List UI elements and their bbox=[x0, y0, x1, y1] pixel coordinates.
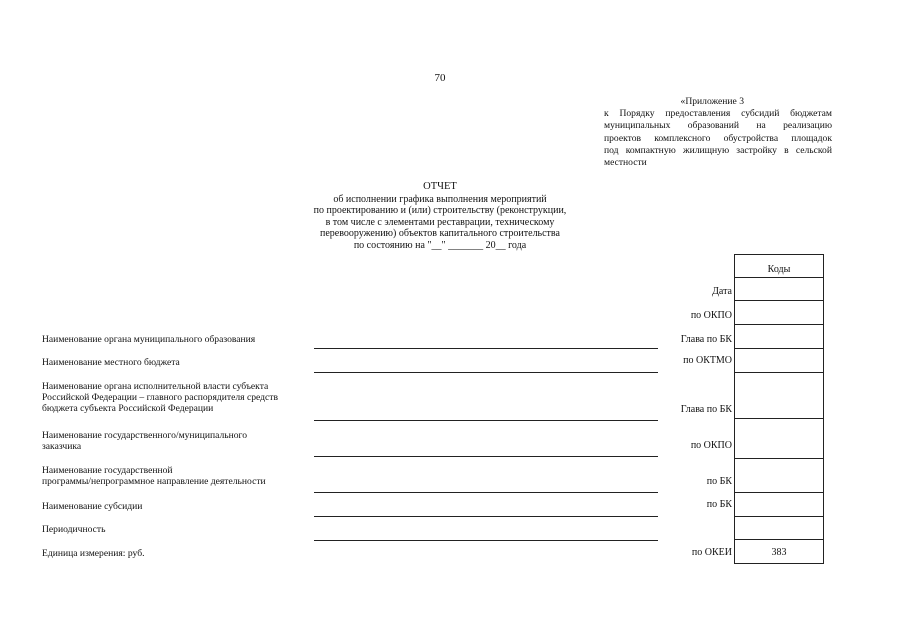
field-label-line: Наименование органа исполнительной власти субъекта bbox=[42, 381, 269, 392]
fill-in-line[interactable] bbox=[314, 516, 658, 517]
field-label bbox=[42, 465, 266, 487]
code-label: по ОКЕИ bbox=[691, 547, 732, 558]
report-title-line: в том числе с элементами реставрации, техническому bbox=[325, 216, 555, 228]
code-value-okei: 383 bbox=[771, 547, 787, 558]
appendix-line: муниципальных образований на реализацию bbox=[604, 120, 832, 132]
field-label bbox=[42, 524, 105, 535]
table-rule bbox=[734, 458, 824, 459]
table-rule bbox=[734, 539, 824, 540]
field-label-line: Наименование государственного/муниципального bbox=[42, 430, 248, 441]
table-rule bbox=[734, 492, 824, 493]
field-label-line: Единица измерения: руб. bbox=[42, 548, 145, 559]
fill-in-line[interactable] bbox=[314, 456, 658, 457]
table-rule bbox=[734, 418, 824, 419]
codes-header: Коды bbox=[767, 264, 791, 275]
appendix-heading: «Приложение 3 bbox=[680, 96, 744, 107]
table-rule bbox=[734, 372, 824, 373]
code-label: по БК bbox=[706, 476, 732, 487]
field-label-line: Российской Федерации – главного распорядителя средств bbox=[42, 392, 278, 404]
appendix-line: местности bbox=[604, 157, 647, 169]
appendix-line: к Порядку предоставления субсидий бюджетам bbox=[604, 108, 832, 120]
fill-in-line[interactable] bbox=[314, 420, 658, 421]
code-label: по ОКПО bbox=[690, 440, 732, 451]
field-label-line: бюджета субъекта Российской Федерации bbox=[42, 403, 214, 415]
field-label-line: программы/непрограммное направление деятельности bbox=[42, 476, 266, 488]
table-rule bbox=[734, 254, 824, 255]
table-rule bbox=[734, 348, 824, 349]
codes-table bbox=[734, 254, 824, 564]
field-label bbox=[42, 548, 144, 559]
report-title-line: перевооружению) объектов капитального строительства bbox=[320, 228, 560, 240]
report-title-line: об исполнении графика выполнения мероприятий bbox=[333, 193, 547, 205]
report-date-line: по состоянию на "__" _______ 20__ года bbox=[353, 239, 527, 251]
table-rule bbox=[734, 324, 824, 325]
code-label: по БК bbox=[706, 499, 732, 510]
field-label-line: Периодичность bbox=[42, 524, 106, 535]
code-label: Дата bbox=[712, 286, 732, 297]
field-label bbox=[42, 357, 180, 368]
table-rule bbox=[734, 277, 824, 278]
code-label: Глава по БК bbox=[680, 334, 732, 345]
page-number: 70 bbox=[434, 72, 446, 84]
fill-in-line[interactable] bbox=[314, 540, 658, 541]
code-label: по ОКТМО bbox=[683, 355, 732, 366]
fill-in-line[interactable] bbox=[314, 372, 658, 373]
field-label-line: Наименование органа муниципального образования bbox=[42, 334, 256, 345]
field-label bbox=[42, 501, 142, 512]
appendix-line: проектов комплексного обустройства площадок bbox=[604, 132, 832, 144]
code-label: Глава по БК bbox=[680, 404, 732, 415]
appendix-line: под компактную жилищную застройку в сельской bbox=[604, 144, 832, 156]
fill-in-line[interactable] bbox=[314, 348, 658, 349]
field-label-line: заказчика bbox=[42, 441, 82, 453]
table-rule bbox=[734, 563, 824, 564]
table-rule bbox=[734, 516, 824, 517]
table-rule bbox=[734, 300, 824, 301]
field-label bbox=[42, 381, 278, 415]
report-title-line: по проектированию и (или) строительству (реконструкции, bbox=[313, 205, 567, 217]
field-label-line: Наименование субсидии bbox=[42, 501, 143, 512]
field-label bbox=[42, 334, 255, 345]
fill-in-line[interactable] bbox=[314, 492, 658, 493]
field-label-line: Наименование местного бюджета bbox=[42, 357, 180, 368]
appendix-note bbox=[604, 96, 832, 169]
report-title-main: ОТЧЕТ bbox=[423, 181, 457, 192]
field-label bbox=[42, 430, 247, 452]
code-label: по ОКПО bbox=[690, 310, 732, 321]
field-label-line: Наименование государственной bbox=[42, 465, 173, 476]
report-title bbox=[290, 181, 590, 252]
